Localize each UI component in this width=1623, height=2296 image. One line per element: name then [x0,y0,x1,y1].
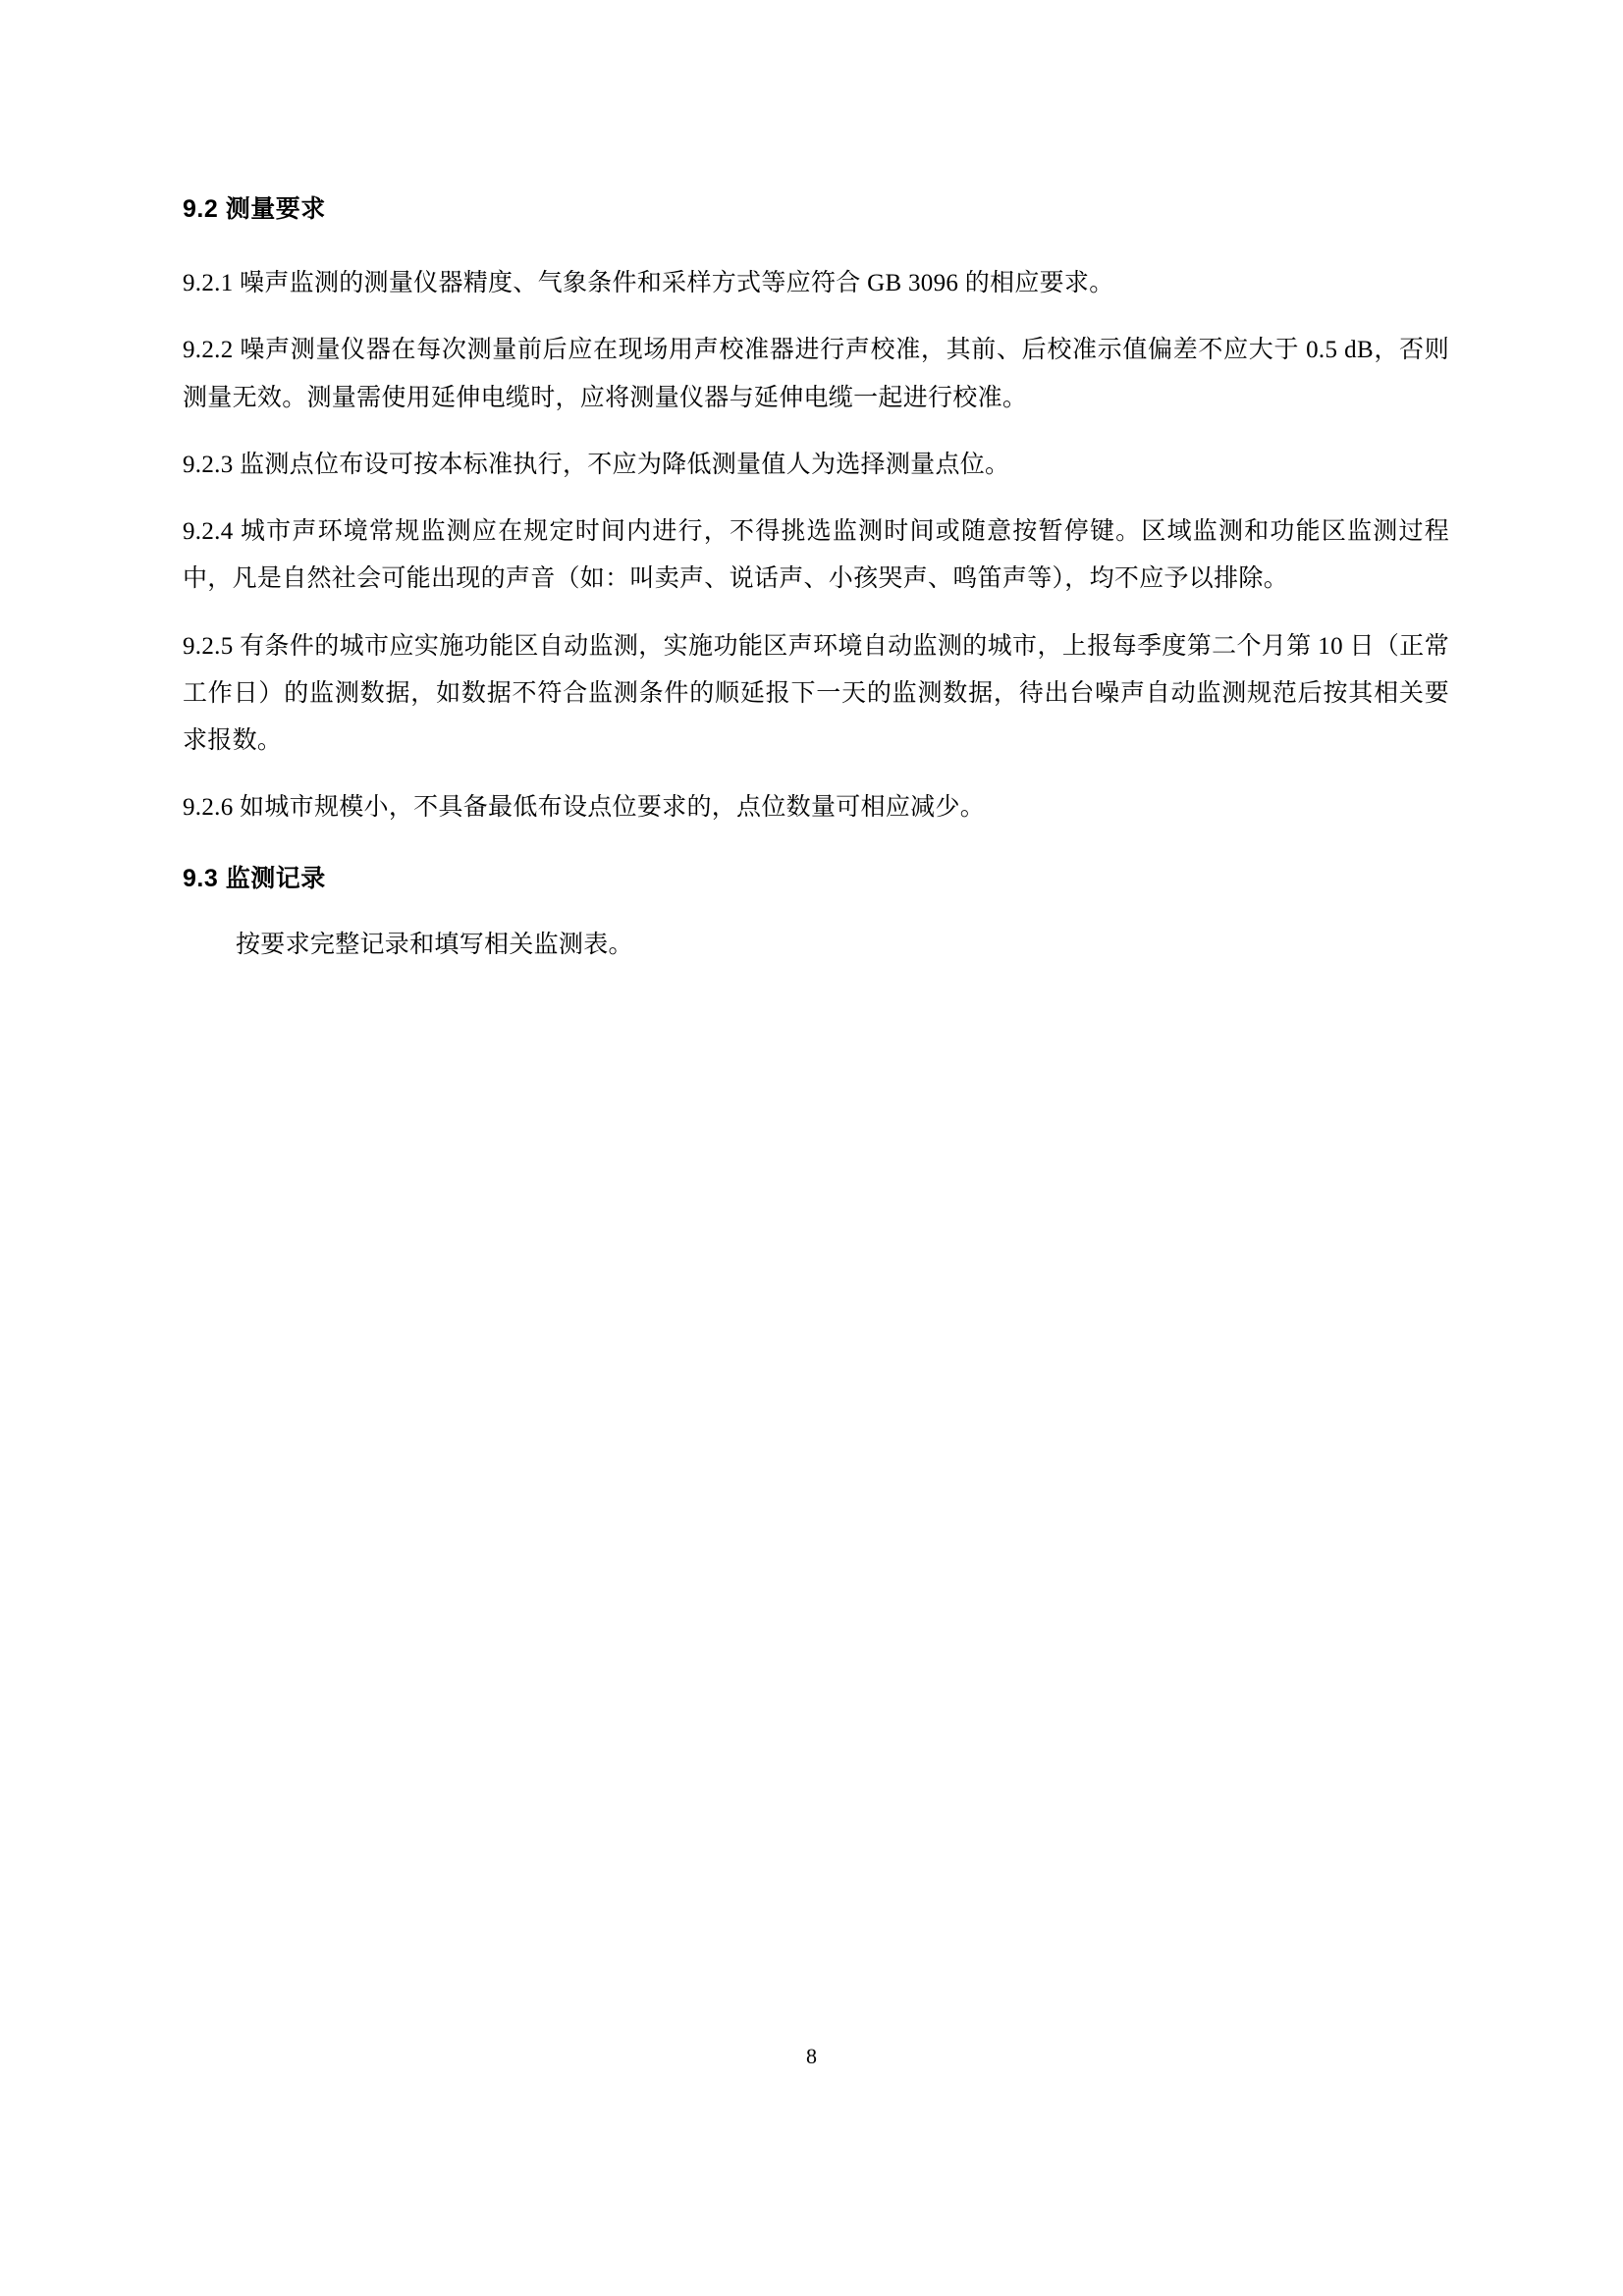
paragraph-9-2-2: 9.2.2 噪声测量仪器在每次测量前后应在现场用声校准器进行声校准，其前、后校准示值偏差不应大于 0.5 dB，否则测量无效。测量需使用延伸电缆时，应将测量仪器与延伸电缆一起进行校准。 [183,337,1449,411]
paragraph-9-2-5: 9.2.5 有条件的城市应实施功能区自动监测，实施功能区声环境自动监测的城市，上报每季度第二个月第 10 日（正常工作日）的监测数据，如数据不符合监测条件的顺延报下一天的监测数据，待出台噪声自动监测规范后按其相关要求报数。 [183,632,1449,754]
page-number: 8 [806,2044,817,2068]
paragraph-9-2-6: 9.2.6 如城市规模小，不具备最低布设点位要求的，点位数量可相应减少。 [183,794,986,822]
paragraph-9-3-1: 按要求完整记录和填写相关监测表。 [236,931,633,958]
paragraph-9-2-1: 9.2.1 噪声监测的测量仪器精度、气象条件和采样方式等应符合 GB 3096 的相应要求。 [183,270,1114,296]
section-heading-9-2: 9.2 测量要求 [183,195,326,223]
paragraph-9-2-4: 9.2.4 城市声环境常规监测应在规定时间内进行，不得挑选监测时间或随意按暂停键。区域监测和功能区监测过程中，凡是自然社会可能出现的声音（如：叫卖声、说话声、小孩哭声、鸣笛声等），均不应予以排除。 [183,518,1449,593]
page-content [183,192,1449,969]
paragraph-9-2-3: 9.2.3 监测点位布设可按本标准执行，不应为降低测量值人为选择测量点位。 [183,451,1010,478]
section-heading-9-3: 9.3 监测记录 [183,864,326,892]
